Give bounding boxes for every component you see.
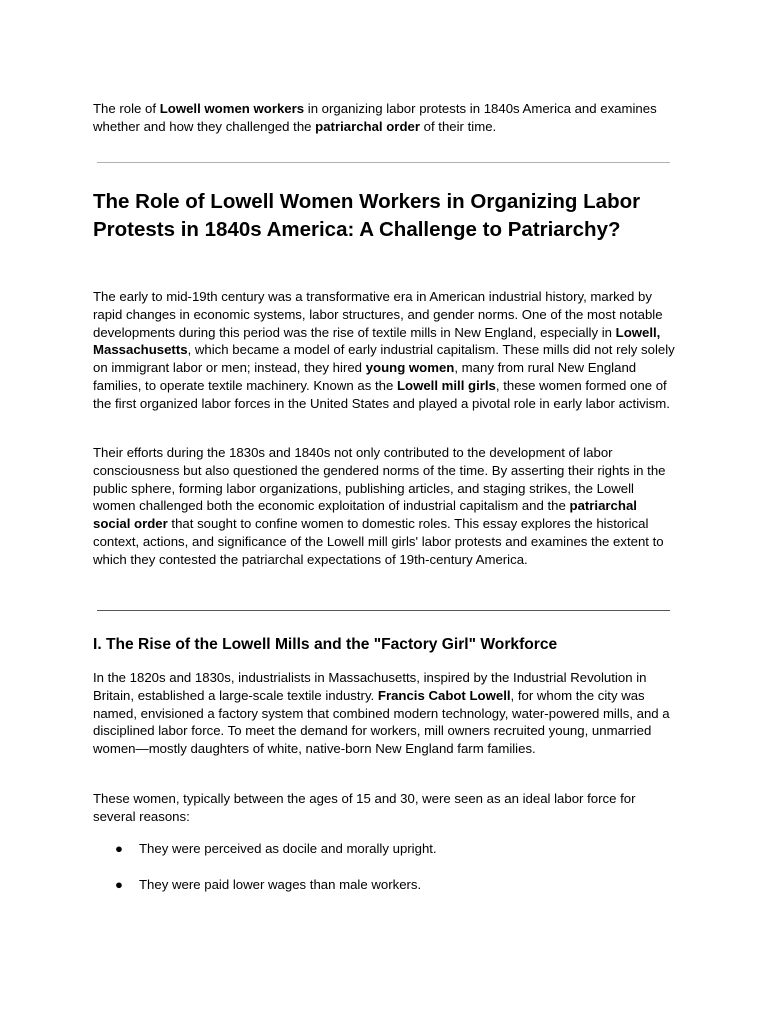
body-paragraph-2 — [93, 444, 675, 569]
list-item-text: They were paid lower wages than male workers. — [139, 876, 422, 892]
section-paragraph-1 — [93, 669, 675, 758]
intro-text: The role of — [93, 101, 160, 116]
intro-text: of their time. — [419, 118, 497, 134]
bullet-icon: ● — [115, 841, 123, 856]
intro-bold: Lowell women workers — [159, 101, 305, 116]
intro-bold: patriarchal order — [315, 118, 420, 134]
paragraph-bold: Lowell mill girls — [396, 377, 496, 393]
divider — [97, 610, 670, 611]
paragraph-text: , which became a model of early industrial capitalism. These mills did not rely solely on immigrant labor or men; instead, they hired — [93, 342, 675, 376]
intro-paragraph — [93, 100, 675, 136]
paragraph-text: , these women formed one of the first organized labor forces in the United States and played a pivotal role in early labor activism. — [93, 377, 670, 411]
list-item — [93, 876, 675, 894]
paragraph-text: , for whom the city was named, envisioned a factory system that combined modern technology, water-powered mills, and a disciplined labor force. To meet the demand for workers, mill owners recruited young, unmarried women—mostly daughters of white, native-born New England farm families. — [93, 687, 670, 757]
document-title: The Role of Lowell Women Workers in Organizing Labor Protests in 1840s America: A Challenge to Patriarchy? — [93, 190, 641, 241]
paragraph-bold: Lowell, Massachusetts — [93, 324, 661, 358]
bullet-icon: ● — [115, 876, 123, 892]
paragraph-bold: young women — [365, 360, 455, 376]
paragraph-bold: patriarchal social order — [93, 498, 637, 532]
body-paragraph-1 — [93, 288, 675, 413]
paragraph-text: The early to mid-19th century was a transformative era in American industrial history, marked by rapid changes in economic systems, labor structures, and gender norms. One of the most notable developments during this period was the rise of textile mills in New England, especially in — [93, 289, 663, 340]
paragraph-text: Their efforts during the 1830s and 1840s not only contributed to the development of labor consciousness but also questioned the gendered norms of the time. By asserting their rights in the public sphere, forming labor organizations, publishing articles, and staging strikes, the Lowell women challenged both the economic exploitation of industrial capitalism and the — [93, 445, 666, 514]
list-item — [93, 840, 675, 858]
document-page — [93, 100, 675, 892]
divider — [97, 162, 670, 163]
bullet-list — [93, 840, 675, 912]
intro-text: in organizing labor protests in 1840s America and examines whether and how they challenged the — [93, 101, 657, 134]
paragraph-text: that sought to confine women to domestic roles. This essay explores the historical context, actions, and significance of the Lowell mill girls' labor protests and examines the extent to which they contested the patriarchal expectations of 19th-century America. — [93, 516, 664, 567]
paragraph-bold: Francis Cabot Lowell — [377, 687, 511, 703]
list-item-text: They were perceived as docile and morally upright. — [139, 841, 437, 856]
paragraph-text: In the 1820s and 1830s, industrialists in Massachusetts, inspired by the Industrial Revolution in Britain, established a large-scale textile industry. — [93, 670, 647, 703]
paragraph-text: , many from rural New England families, to operate textile machinery. Known as the — [93, 360, 637, 393]
section-heading: I. The Rise of the Lowell Mills and the "Factory Girl" Workforce — [93, 636, 558, 653]
section-paragraph-2: These women, typically between the ages of 15 and 30, were seen as an ideal labor force for several reasons: — [93, 791, 636, 824]
